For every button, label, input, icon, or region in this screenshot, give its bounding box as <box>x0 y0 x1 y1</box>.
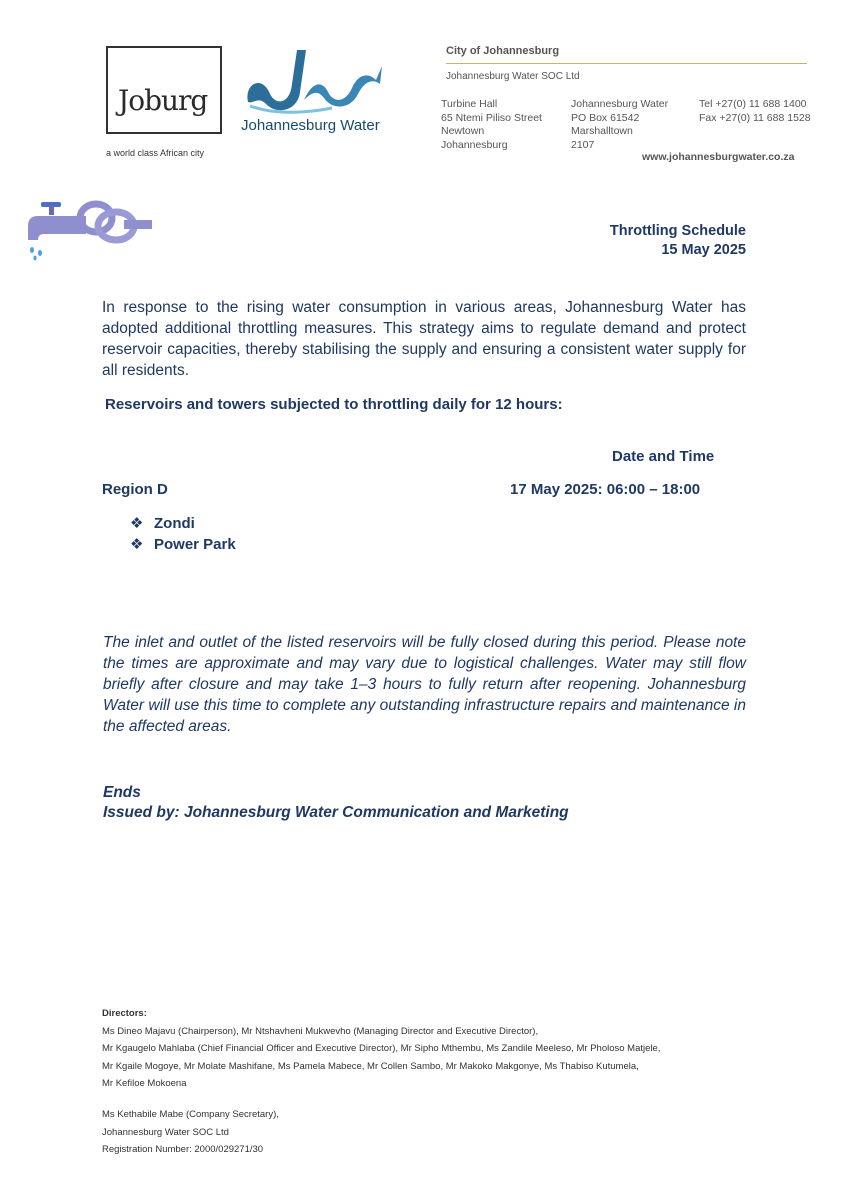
region-label: Region D <box>102 481 168 498</box>
reservoir-list <box>130 513 236 555</box>
date-time-header: Date and Time <box>612 448 715 465</box>
directors-line: Mr Kgaugelo Mahlaba (Chief Financial Officer and Executive Director), Mr Sipho Mthembu, Ms Zandile Meeleso, Mr Pholoso Matjele, <box>102 1043 661 1054</box>
registration-number: Registration Number: 2000/029271/30 <box>102 1144 264 1155</box>
knotted-tap-icon <box>26 200 156 262</box>
address-line: Newtown <box>441 125 485 137</box>
address-line: Johannesburg <box>441 138 508 151</box>
company-name: Johannesburg Water SOC Ltd <box>446 71 580 82</box>
closure-note: The inlet and outlet of the listed reservoirs will be fully closed during this period. Please note the times are approximate and may vary due to logistical challenges. Water may still flow briefly after closure and may take 1–3 hours to fully return after reopening. Johannesburg Water will use this time to complete any outstanding infrastructure repairs and maintenance in the affected areas. <box>103 634 746 735</box>
directors-line: Mr Kefiloe Mokoena <box>102 1078 187 1089</box>
address-line: Turbine Hall <box>441 98 498 110</box>
joburg-logo-text: Joburg <box>118 84 208 117</box>
header-divider <box>446 63 807 64</box>
list-item <box>130 534 236 555</box>
schedule-title: Throttling Schedule <box>609 223 746 239</box>
directors-line: Ms Dineo Majavu (Chairperson), Mr Ntshavheni Mukwevho (Managing Director and Executive Director), <box>102 1025 539 1037</box>
directors-block <box>102 1005 660 1093</box>
directors-label: Directors: <box>102 1008 147 1019</box>
company-block <box>102 1106 279 1159</box>
joburg-tagline: a world class African city <box>106 148 205 158</box>
date-time-value: 17 May 2025: 06:00 – 18:00 <box>510 481 701 498</box>
reservoir-name: Zondi <box>154 515 195 532</box>
list-item <box>130 513 236 534</box>
issued-by: Issued by: Johannesburg Water Communication and Marketing <box>103 804 569 821</box>
reservoir-name: Power Park <box>154 536 236 553</box>
jw-logo-name: Johannesburg Water <box>241 117 380 134</box>
schedule-heading <box>610 222 746 260</box>
section-subheading: Reservoirs and towers subjected to throttling daily for 12 hours: <box>105 396 563 413</box>
schedule-date: 15 May 2025 <box>661 242 746 258</box>
bullet-icon: ❖ <box>130 536 144 553</box>
address-line: 65 Ntemi Piliso Street <box>441 111 542 124</box>
intro-paragraph: In response to the rising water consumption in various areas, Johannesburg Water has adopted additional throttling measures. This strategy aims to regulate demand and protect reservoir capacities, thereby stabilising the supply and ensuring a consistent water supply for all residents. <box>102 299 746 379</box>
closing-block <box>103 783 569 823</box>
address-line: Marshalltown <box>571 125 633 137</box>
address-line: 2107 <box>571 138 595 151</box>
address-postal <box>571 98 668 152</box>
address-line: PO Box 61542 <box>571 111 640 124</box>
directors-line: Mr Kgaile Mogoye, Mr Molate Mashifane, Ms Pamela Mabece, Mr Collen Sambo, Mr Makoko Makgonye, Ms Thabiso Kutumela, <box>102 1060 639 1072</box>
bullet-icon: ❖ <box>130 515 144 532</box>
city-name: City of Johannesburg <box>446 45 560 57</box>
fax-number: Fax +27(0) 11 688 1528 <box>699 111 811 124</box>
company-secretary: Ms Kethabile Mabe (Company Secretary), <box>102 1109 279 1120</box>
website-link[interactable]: www.johannesburgwater.co.za <box>642 151 795 163</box>
ends-label: Ends <box>103 784 141 801</box>
company-legal-name: Johannesburg Water SOC Ltd <box>102 1126 229 1138</box>
address-line: Johannesburg Water <box>571 98 669 110</box>
phone-number: Tel +27(0) 11 688 1400 <box>699 98 807 110</box>
jw-wave-logo-icon <box>242 44 387 116</box>
contact-numbers <box>699 98 811 125</box>
address-physical <box>441 98 542 152</box>
